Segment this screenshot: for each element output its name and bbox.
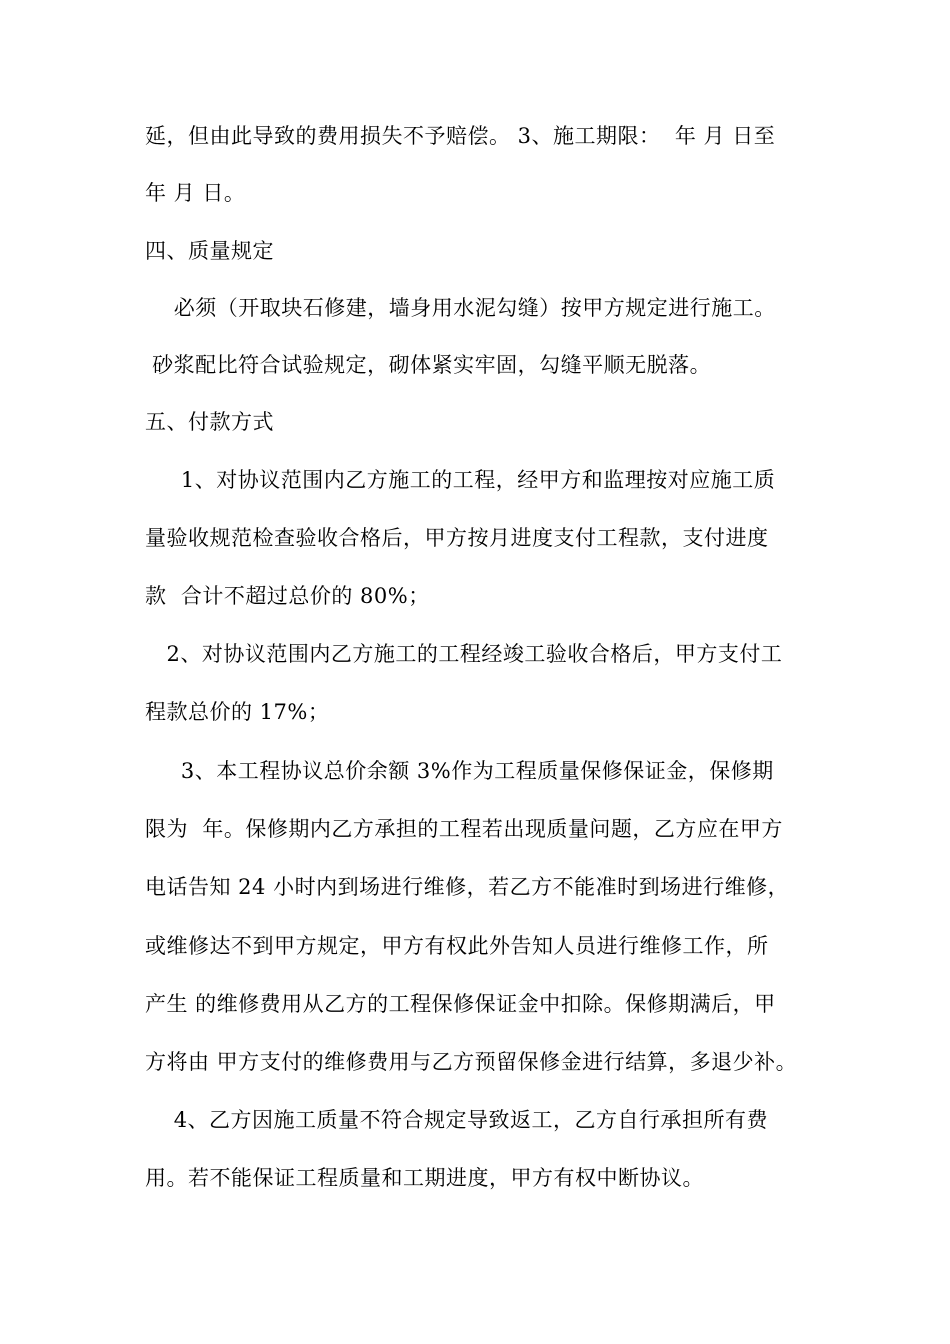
paragraph-line: 1、对协议范围内乙方施工的工程，经甲方和监理按对应施工质 xyxy=(145,468,776,492)
paragraph-line: 2、对协议范围内乙方施工的工程经竣工验收合格后，甲方支付工 xyxy=(145,642,783,666)
paragraph-line: 年 月 日。 xyxy=(145,181,246,205)
paragraph-line: 延，但由此导致的费用损失不予赔偿。 3、施工期限： 年 月 日至 xyxy=(145,124,776,148)
paragraph-line: 产生 的维修费用从乙方的工程保修保证金中扣除。保修期满后，甲 xyxy=(145,992,776,1016)
paragraph-line: 用。若不能保证工程质量和工期进度，甲方有权中断协议。 xyxy=(145,1166,704,1190)
paragraph-line: 必须（开取块石修建，墙身用水泥勾缝）按甲方规定进行施工。 xyxy=(145,296,776,320)
paragraph-line: 量验收规范检查验收合格后，甲方按月进度支付工程款，支付进度 xyxy=(145,526,769,550)
section-heading-quality: 四、质量规定 xyxy=(145,239,274,263)
paragraph-line: 程款总价的 17%； xyxy=(145,700,330,724)
paragraph-line: 限为 年。保修期内乙方承担的工程若出现质量问题，乙方应在甲方 xyxy=(145,817,783,841)
paragraph-line: 3、本工程协议总价余额 3%作为工程质量保修保证金，保修期 xyxy=(145,759,774,783)
paragraph-line: 电话告知 24 小时内到场进行维修，若乙方不能准时到场进行维修， xyxy=(145,875,790,899)
section-heading-payment: 五、付款方式 xyxy=(145,410,274,434)
paragraph-line: 砂浆配比符合试验规定，砌体紧实牢固，勾缝平顺无脱落。 xyxy=(145,353,712,377)
paragraph-line: 或维修达不到甲方规定，甲方有权此外告知人员进行维修工作，所 xyxy=(145,934,769,958)
paragraph-line: 方将由 甲方支付的维修费用与乙方预留保修金进行结算，多退少补。 xyxy=(145,1050,798,1074)
paragraph-line: 款 合计不超过总价的 80%； xyxy=(145,584,430,608)
paragraph-line: 4、乙方因施工质量不符合规定导致返工，乙方自行承担所有费 xyxy=(145,1108,769,1132)
